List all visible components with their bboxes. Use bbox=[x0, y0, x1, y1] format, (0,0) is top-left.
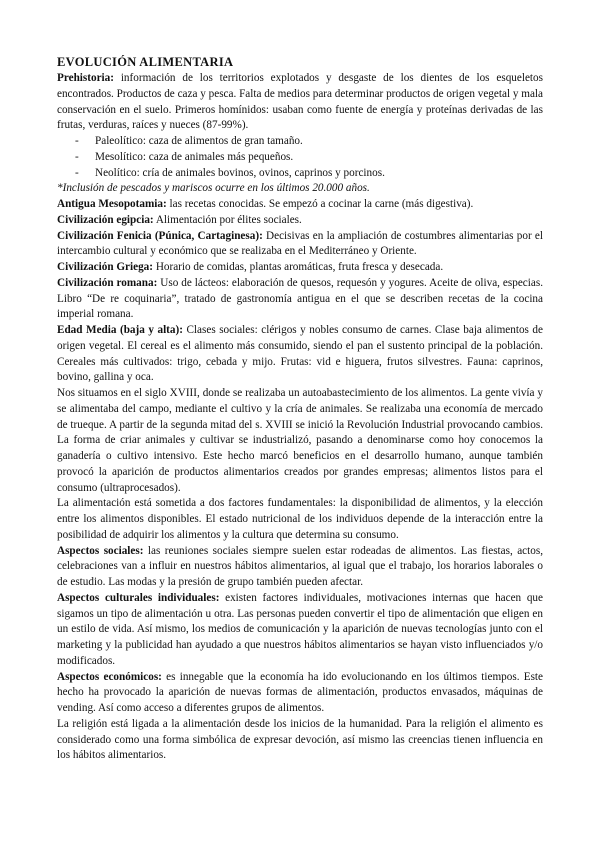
section-aspectos-economicos bbox=[57, 670, 543, 717]
section-label: Civilización romana: bbox=[57, 276, 158, 289]
section-text: Clases sociales: clérigos y nobles consumo de carnes. Clase baja alimentos de origen vegetal. El cereal es el alimento más consumido, siendo el pan el sustento principal de la población. Cereales más cultivados: trigo, cebada y mijo. Frutas: vid e higuera, frutos silvestres. Fauna: caprinos, bovino, gallina y oca. bbox=[57, 324, 543, 384]
section-label: Prehistoria: bbox=[57, 72, 114, 84]
list-item-text: Neolítico: cría de animales bovinos, ovinos, caprinos y porcinos. bbox=[95, 166, 385, 179]
section-fenicia bbox=[57, 229, 543, 261]
list-item bbox=[75, 134, 543, 150]
section-text: Decisivas en la ampliación de costumbres alimentarias por el intercambio cultural y económico que se realizaba en el Mediterráneo y Oriente. bbox=[57, 229, 543, 258]
document-page bbox=[57, 55, 543, 764]
section-label: Antigua Mesopotamia: bbox=[57, 198, 167, 210]
section-label: Aspectos sociales: bbox=[57, 544, 144, 557]
section-text: las recetas conocidas. Se empezó a cocinar la carne (más digestiva). bbox=[166, 198, 474, 210]
section-label: Civilización egipcia: bbox=[57, 213, 154, 226]
dash-bullet: - bbox=[75, 166, 79, 179]
section-mesopotamia bbox=[57, 197, 543, 213]
section-text: las reuniones sociales siempre suelen estar rodeadas de alimentos. Las fiestas, actos, celebraciones van a influir en nuestros hábitos alimentarios, al igual que el trabajo, los horarios laborales o de estudio. Las modas y la presión de grupo también pueden afectar. bbox=[57, 544, 543, 588]
section-label: Edad Media (baja y alta): bbox=[57, 324, 183, 336]
section-label: Civilización Fenicia (Púnica, Cartaginesa): bbox=[57, 229, 263, 242]
list-item-text: Mesolítico: caza de animales más pequeños. bbox=[95, 150, 294, 163]
paragraph-siglo-xviii: Nos situamos en el siglo XVIII, donde se realizaba un autoabastecimiento de los alimentos. La gente vivía y se alimentaba del campo, mediante el cultivo y la cría de animales. Se realizaba una economía de mercado de trueque. A partir de la segunda mitad del s. XVIII se inició la Revolución Industrial provocando cambios. La forma de criar animales y cultivar se industrializó, pasando a denominarse como hoy conocemos la ganadería o cultivo intensivo. Este hecho marcó beneficios en el desarrollo humano, aunque también provocó la aparición de productos alimentarios creados por grandes empresas; alimentos listos para el consumo (ultraprocesados). bbox=[57, 387, 543, 494]
section-text: es innegable que la economía ha ido evolucionando en los últimos tiempos. Este hecho ha provocado la aparición de nuevas formas de alimentación, productos envasados, máquinas de vending. Así como acceso a diferentes grupos de alimentos. bbox=[57, 670, 543, 714]
section-text: Uso de lácteos: elaboración de quesos, requesón y yogures. Aceite de oliva, especias. Libro “De re coquinaria”, tratado de gastronomía antigua en el que se describen recetas de la cocina imperial romana. bbox=[57, 276, 543, 321]
section-text: información de los territorios explotados y desgaste de los dientes de los esqueletos encontrados. Productos de caza y pesca. Falta de medios para determinar productos de origen vegetal y mala conservación en el suelo. Primeros homínidos: usaban como fuente de energía y proteínas derivadas de las frutas, verduras, raíces y nueces (87-99%). bbox=[57, 72, 543, 132]
paragraph-factores: La alimentación está sometida a dos factores fundamentales: la disponibilidad de alimentos, y la elección entre los alimentos disponibles. El estado nutricional de los individuos depende de la interacción entre la posibilidad de adquirir los alimentos y la cultura que determina su consumo. bbox=[57, 497, 543, 541]
section-romana bbox=[57, 276, 543, 323]
section-aspectos-sociales bbox=[57, 544, 543, 591]
section-label: Civilización Griega: bbox=[57, 261, 154, 273]
section-label: Aspectos culturales individuales: bbox=[57, 591, 220, 604]
footnote: *Inclusión de pescados y mariscos ocurre en los últimos 20.000 años. bbox=[57, 182, 370, 195]
section-text: existen factores individuales, motivaciones internas que hacen que sigamos un tipo de alimentación u otra. Las personas pueden convertir el tipo de alimentación que eligen en un estilo de vida. Así mismo, los medios de comunicación y la aparición de nuevas tecnologías junto con el marketing y la publicidad han ayudado a que nuestros hábitos alimentarios se hayan visto influenciados y/o modificados. bbox=[57, 591, 543, 667]
dash-bullet: - bbox=[75, 135, 79, 147]
document-title: EVOLUCIÓN ALIMENTARIA bbox=[57, 55, 234, 69]
section-griega bbox=[57, 260, 543, 276]
period-list bbox=[57, 134, 543, 181]
section-egipcia bbox=[57, 213, 543, 229]
section-prehistoria bbox=[57, 71, 543, 134]
list-item bbox=[75, 150, 543, 166]
section-text: Alimentación por élites sociales. bbox=[153, 213, 302, 226]
dash-bullet: - bbox=[75, 150, 79, 163]
paragraph-religion: La religión está ligada a la alimentación desde los inicios de la humanidad. Para la religión el alimento es considerado como una forma simbólica de expresar devoción, así mismo las creencias tienen influencia en los hábitos alimentarios. bbox=[57, 717, 543, 762]
section-label: Aspectos económicos: bbox=[57, 670, 162, 683]
section-edad-media bbox=[57, 323, 543, 386]
list-item bbox=[75, 166, 543, 182]
section-aspectos-culturales bbox=[57, 591, 543, 670]
section-text: Horario de comidas, plantas aromáticas, fruta fresca y desecada. bbox=[153, 261, 444, 273]
list-item-text: Paleolítico: caza de alimentos de gran tamaño. bbox=[95, 135, 303, 147]
